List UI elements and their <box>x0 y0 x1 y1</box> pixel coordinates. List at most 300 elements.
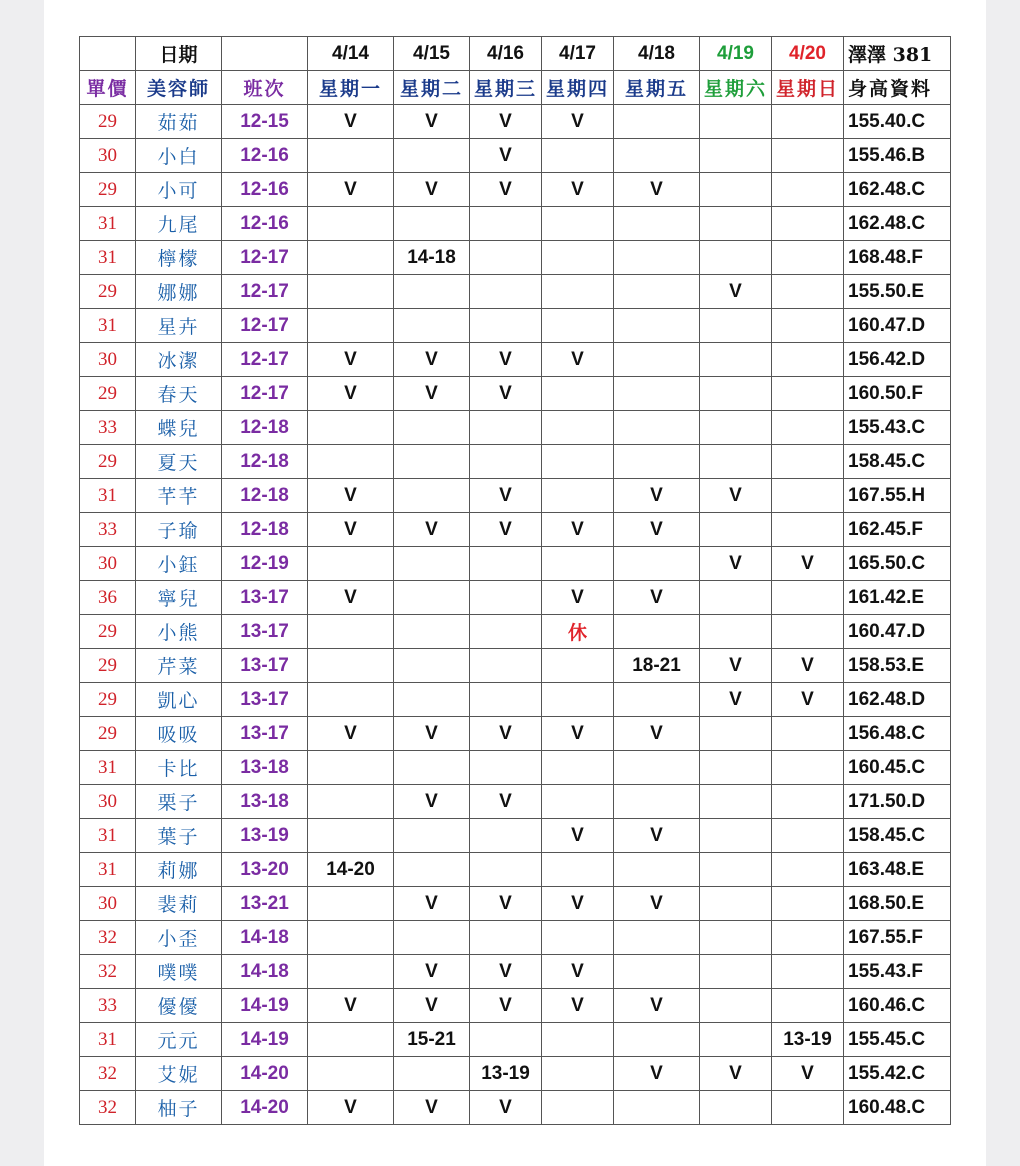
day-cell-sat <box>700 853 772 887</box>
stylist-name-cell: 元元 <box>136 1023 222 1057</box>
height-cell: 163.48.E <box>844 853 951 887</box>
stylist-name-cell: 娜娜 <box>136 275 222 309</box>
shift-cell: 13-17 <box>222 615 308 649</box>
day-cell-wed: V <box>470 343 542 377</box>
height-cell: 155.43.F <box>844 955 951 989</box>
day-cell-tue <box>394 921 470 955</box>
header-shift-label: 班次 <box>222 71 308 105</box>
day-cell-sun <box>772 989 844 1023</box>
day-cell-tue: V <box>394 717 470 751</box>
price-cell: 31 <box>80 309 136 343</box>
day-cell-tue <box>394 819 470 853</box>
day-cell-wed: V <box>470 173 542 207</box>
day-cell-wed <box>470 275 542 309</box>
day-cell-sat <box>700 615 772 649</box>
day-cell-fri <box>614 1091 700 1125</box>
day-cell-mon <box>308 207 394 241</box>
header-date-tue: 4/15 <box>394 37 470 71</box>
day-cell-sat <box>700 785 772 819</box>
header-stylist-label: 美容師 <box>136 71 222 105</box>
day-cell-fri <box>614 921 700 955</box>
day-cell-fri <box>614 309 700 343</box>
table-row <box>80 479 951 513</box>
day-cell-sat <box>700 445 772 479</box>
stylist-name-cell: 星卉 <box>136 309 222 343</box>
header-date-thu: 4/17 <box>542 37 614 71</box>
day-cell-fri: V <box>614 989 700 1023</box>
price-cell: 29 <box>80 377 136 411</box>
height-cell: 167.55.F <box>844 921 951 955</box>
day-cell-fri: V <box>614 173 700 207</box>
price-cell: 31 <box>80 479 136 513</box>
day-cell-sun <box>772 275 844 309</box>
day-cell-thu <box>542 1057 614 1091</box>
price-cell: 30 <box>80 547 136 581</box>
day-cell-fri <box>614 275 700 309</box>
day-cell-fri <box>614 343 700 377</box>
stylist-name-cell: 蝶兒 <box>136 411 222 445</box>
day-cell-sun <box>772 479 844 513</box>
day-cell-wed <box>470 309 542 343</box>
price-cell: 33 <box>80 411 136 445</box>
day-cell-wed: V <box>470 377 542 411</box>
day-cell-mon: V <box>308 479 394 513</box>
day-cell-sun: V <box>772 683 844 717</box>
day-cell-wed <box>470 615 542 649</box>
day-cell-sat: V <box>700 479 772 513</box>
shift-cell: 14-18 <box>222 921 308 955</box>
stylist-name-cell: 九尾 <box>136 207 222 241</box>
table-row <box>80 751 951 785</box>
day-cell-sun <box>772 241 844 275</box>
shift-cell: 13-18 <box>222 751 308 785</box>
day-cell-thu <box>542 853 614 887</box>
day-cell-tue <box>394 445 470 479</box>
document-page <box>44 0 986 1166</box>
height-cell: 167.55.H <box>844 479 951 513</box>
table-row <box>80 615 951 649</box>
shift-cell: 12-17 <box>222 275 308 309</box>
price-cell: 31 <box>80 1023 136 1057</box>
price-cell: 31 <box>80 819 136 853</box>
price-cell: 29 <box>80 683 136 717</box>
day-cell-sun: 13-19 <box>772 1023 844 1057</box>
price-cell: 30 <box>80 343 136 377</box>
stylist-name-cell: 小白 <box>136 139 222 173</box>
table-row <box>80 1057 951 1091</box>
shift-cell: 12-17 <box>222 377 308 411</box>
day-cell-fri <box>614 751 700 785</box>
day-cell-thu: V <box>542 989 614 1023</box>
day-cell-thu: V <box>542 581 614 615</box>
day-cell-tue <box>394 853 470 887</box>
day-cell-tue: 14-18 <box>394 241 470 275</box>
day-cell-thu <box>542 411 614 445</box>
height-cell: 162.48.C <box>844 173 951 207</box>
day-cell-sun <box>772 513 844 547</box>
day-cell-sun <box>772 105 844 139</box>
price-cell: 31 <box>80 751 136 785</box>
shift-cell: 12-17 <box>222 241 308 275</box>
day-cell-fri <box>614 105 700 139</box>
day-cell-thu: V <box>542 105 614 139</box>
day-cell-sat <box>700 105 772 139</box>
day-cell-tue <box>394 615 470 649</box>
day-cell-mon <box>308 751 394 785</box>
day-cell-fri <box>614 139 700 173</box>
day-cell-thu: V <box>542 819 614 853</box>
day-cell-wed: V <box>470 1091 542 1125</box>
table-row <box>80 887 951 921</box>
day-cell-sat <box>700 887 772 921</box>
shift-cell: 13-17 <box>222 649 308 683</box>
price-cell: 29 <box>80 105 136 139</box>
day-cell-mon <box>308 615 394 649</box>
day-cell-mon <box>308 309 394 343</box>
height-cell: 155.42.C <box>844 1057 951 1091</box>
day-cell-mon <box>308 785 394 819</box>
day-cell-fri <box>614 547 700 581</box>
day-cell-wed <box>470 853 542 887</box>
height-cell: 160.47.D <box>844 309 951 343</box>
shift-cell: 13-17 <box>222 717 308 751</box>
day-cell-sat <box>700 717 772 751</box>
day-cell-fri: V <box>614 513 700 547</box>
day-cell-sat <box>700 377 772 411</box>
day-cell-thu <box>542 649 614 683</box>
shift-cell: 12-19 <box>222 547 308 581</box>
stylist-name-cell: 艾妮 <box>136 1057 222 1091</box>
day-cell-mon: V <box>308 581 394 615</box>
day-cell-mon <box>308 445 394 479</box>
day-cell-thu <box>542 683 614 717</box>
day-cell-wed <box>470 921 542 955</box>
day-cell-fri: V <box>614 479 700 513</box>
day-cell-tue <box>394 683 470 717</box>
day-cell-thu <box>542 207 614 241</box>
day-cell-sat <box>700 955 772 989</box>
day-cell-sun <box>772 139 844 173</box>
shift-cell: 14-19 <box>222 1023 308 1057</box>
day-cell-wed <box>470 207 542 241</box>
day-cell-mon: V <box>308 105 394 139</box>
table-row <box>80 989 951 1023</box>
day-cell-tue: V <box>394 377 470 411</box>
price-cell: 29 <box>80 649 136 683</box>
day-cell-tue: V <box>394 955 470 989</box>
shift-cell: 12-18 <box>222 513 308 547</box>
stylist-name-cell: 檸檬 <box>136 241 222 275</box>
stylist-name-cell: 冰潔 <box>136 343 222 377</box>
stylist-name-cell: 凱心 <box>136 683 222 717</box>
day-cell-thu: V <box>542 717 614 751</box>
day-cell-mon <box>308 819 394 853</box>
stylist-name-cell: 芊芊 <box>136 479 222 513</box>
day-cell-thu: V <box>542 513 614 547</box>
stylist-name-cell: 小可 <box>136 173 222 207</box>
day-cell-sat <box>700 173 772 207</box>
day-cell-wed <box>470 581 542 615</box>
height-cell: 162.48.D <box>844 683 951 717</box>
day-cell-tue <box>394 139 470 173</box>
day-cell-fri: V <box>614 581 700 615</box>
table-row <box>80 717 951 751</box>
shift-cell: 12-17 <box>222 309 308 343</box>
day-cell-sat <box>700 989 772 1023</box>
shift-cell: 13-21 <box>222 887 308 921</box>
day-cell-mon <box>308 921 394 955</box>
day-cell-mon <box>308 139 394 173</box>
day-cell-fri <box>614 445 700 479</box>
day-cell-mon: V <box>308 989 394 1023</box>
day-cell-tue: V <box>394 513 470 547</box>
day-cell-sun <box>772 751 844 785</box>
table-row <box>80 683 951 717</box>
day-cell-sun <box>772 785 844 819</box>
day-cell-sat <box>700 309 772 343</box>
height-cell: 158.45.C <box>844 445 951 479</box>
height-cell: 161.42.E <box>844 581 951 615</box>
table-row <box>80 1023 951 1057</box>
day-cell-mon <box>308 649 394 683</box>
day-cell-thu <box>542 479 614 513</box>
shift-cell: 14-20 <box>222 1091 308 1125</box>
day-cell-sat <box>700 819 772 853</box>
day-cell-thu <box>542 377 614 411</box>
day-cell-tue: V <box>394 105 470 139</box>
day-cell-wed <box>470 445 542 479</box>
day-cell-sat <box>700 411 772 445</box>
day-cell-sun <box>772 411 844 445</box>
day-cell-fri <box>614 411 700 445</box>
header-date-fri: 4/18 <box>614 37 700 71</box>
day-cell-thu <box>542 445 614 479</box>
height-cell: 160.46.C <box>844 989 951 1023</box>
day-cell-fri <box>614 1023 700 1057</box>
day-cell-mon: 14-20 <box>308 853 394 887</box>
day-cell-wed <box>470 411 542 445</box>
day-cell-mon: V <box>308 173 394 207</box>
day-cell-wed: V <box>470 887 542 921</box>
day-cell-fri <box>614 377 700 411</box>
table-row <box>80 207 951 241</box>
day-cell-sun <box>772 343 844 377</box>
day-cell-sun <box>772 1091 844 1125</box>
day-cell-thu: 休 <box>542 615 614 649</box>
height-cell: 160.48.C <box>844 1091 951 1125</box>
day-cell-wed <box>470 819 542 853</box>
schedule-table <box>79 36 951 1125</box>
day-cell-tue <box>394 1057 470 1091</box>
price-cell: 30 <box>80 785 136 819</box>
table-row <box>80 513 951 547</box>
header-weekday-thu: 星期四 <box>542 71 614 105</box>
day-cell-fri <box>614 615 700 649</box>
header-date-label: 日期 <box>136 37 222 71</box>
table-row <box>80 241 951 275</box>
day-cell-sun <box>772 955 844 989</box>
table-row <box>80 955 951 989</box>
stylist-name-cell: 寧兒 <box>136 581 222 615</box>
header-date-wed: 4/16 <box>470 37 542 71</box>
price-cell: 29 <box>80 275 136 309</box>
day-cell-sat <box>700 139 772 173</box>
height-cell: 155.43.C <box>844 411 951 445</box>
stylist-name-cell: 小鈺 <box>136 547 222 581</box>
day-cell-tue: V <box>394 173 470 207</box>
header-blank-cell <box>222 37 308 71</box>
day-cell-thu <box>542 1023 614 1057</box>
day-cell-thu <box>542 785 614 819</box>
header-row-labels <box>80 71 951 105</box>
height-cell: 160.50.F <box>844 377 951 411</box>
height-cell: 162.45.F <box>844 513 951 547</box>
stylist-name-cell: 芹菜 <box>136 649 222 683</box>
day-cell-tue <box>394 207 470 241</box>
shift-cell: 14-18 <box>222 955 308 989</box>
day-cell-thu: V <box>542 343 614 377</box>
shift-cell: 12-15 <box>222 105 308 139</box>
table-row <box>80 649 951 683</box>
day-cell-wed: V <box>470 513 542 547</box>
day-cell-mon <box>308 1057 394 1091</box>
day-cell-mon <box>308 275 394 309</box>
day-cell-sat: V <box>700 683 772 717</box>
shift-cell: 12-16 <box>222 139 308 173</box>
day-cell-tue <box>394 411 470 445</box>
price-cell: 33 <box>80 989 136 1023</box>
day-cell-thu <box>542 547 614 581</box>
price-cell: 30 <box>80 887 136 921</box>
stylist-name-cell: 夏天 <box>136 445 222 479</box>
table-row <box>80 853 951 887</box>
price-cell: 31 <box>80 853 136 887</box>
day-cell-fri <box>614 207 700 241</box>
price-cell: 31 <box>80 207 136 241</box>
shift-cell: 13-17 <box>222 581 308 615</box>
day-cell-fri: 18-21 <box>614 649 700 683</box>
day-cell-tue: V <box>394 785 470 819</box>
height-cell: 162.48.C <box>844 207 951 241</box>
day-cell-fri <box>614 785 700 819</box>
shift-cell: 12-17 <box>222 343 308 377</box>
day-cell-sun <box>772 921 844 955</box>
day-cell-sun <box>772 581 844 615</box>
stylist-name-cell: 栗子 <box>136 785 222 819</box>
day-cell-wed <box>470 683 542 717</box>
day-cell-wed: V <box>470 717 542 751</box>
day-cell-wed <box>470 649 542 683</box>
day-cell-tue <box>394 275 470 309</box>
day-cell-sat <box>700 921 772 955</box>
day-cell-thu <box>542 1091 614 1125</box>
day-cell-mon <box>308 887 394 921</box>
stylist-name-cell: 葉子 <box>136 819 222 853</box>
header-date-sun: 4/20 <box>772 37 844 71</box>
stylist-name-cell: 莉娜 <box>136 853 222 887</box>
day-cell-wed: V <box>470 479 542 513</box>
header-row-dates <box>80 37 951 71</box>
price-cell: 32 <box>80 1057 136 1091</box>
header-price-label: 單價 <box>80 71 136 105</box>
table-row <box>80 581 951 615</box>
height-cell: 160.45.C <box>844 751 951 785</box>
day-cell-fri <box>614 683 700 717</box>
stylist-name-cell: 春天 <box>136 377 222 411</box>
table-row <box>80 377 951 411</box>
day-cell-wed: V <box>470 785 542 819</box>
height-cell: 160.47.D <box>844 615 951 649</box>
day-cell-fri: V <box>614 1057 700 1091</box>
price-cell: 29 <box>80 717 136 751</box>
day-cell-tue: V <box>394 887 470 921</box>
day-cell-tue <box>394 751 470 785</box>
day-cell-tue: V <box>394 343 470 377</box>
table-row <box>80 105 951 139</box>
header-weekday-wed: 星期三 <box>470 71 542 105</box>
header-weekday-mon: 星期一 <box>308 71 394 105</box>
day-cell-sun <box>772 207 844 241</box>
day-cell-wed: V <box>470 105 542 139</box>
day-cell-thu <box>542 275 614 309</box>
day-cell-tue: 15-21 <box>394 1023 470 1057</box>
table-row <box>80 275 951 309</box>
table-row <box>80 309 951 343</box>
day-cell-fri <box>614 241 700 275</box>
shift-cell: 12-18 <box>222 479 308 513</box>
day-cell-mon: V <box>308 343 394 377</box>
header-weekday-sat: 星期六 <box>700 71 772 105</box>
day-cell-sat: V <box>700 547 772 581</box>
table-row <box>80 343 951 377</box>
day-cell-thu <box>542 921 614 955</box>
day-cell-sat: V <box>700 275 772 309</box>
stylist-name-cell: 裴莉 <box>136 887 222 921</box>
day-cell-sun <box>772 309 844 343</box>
header-weekday-sun: 星期日 <box>772 71 844 105</box>
day-cell-wed: 13-19 <box>470 1057 542 1091</box>
day-cell-sun <box>772 717 844 751</box>
day-cell-sat <box>700 343 772 377</box>
day-cell-wed <box>470 547 542 581</box>
day-cell-thu: V <box>542 887 614 921</box>
price-cell: 36 <box>80 581 136 615</box>
day-cell-mon <box>308 683 394 717</box>
day-cell-tue <box>394 649 470 683</box>
height-cell: 158.45.C <box>844 819 951 853</box>
height-cell: 168.50.E <box>844 887 951 921</box>
header-store-name: 澤澤 381 <box>844 37 951 71</box>
height-cell: 168.48.F <box>844 241 951 275</box>
day-cell-sat <box>700 241 772 275</box>
day-cell-sat <box>700 751 772 785</box>
header-blank-cell <box>80 37 136 71</box>
day-cell-wed <box>470 1023 542 1057</box>
price-cell: 31 <box>80 241 136 275</box>
day-cell-thu <box>542 309 614 343</box>
day-cell-sat <box>700 513 772 547</box>
day-cell-sat <box>700 1091 772 1125</box>
price-cell: 32 <box>80 921 136 955</box>
day-cell-mon <box>308 241 394 275</box>
price-cell: 33 <box>80 513 136 547</box>
day-cell-fri: V <box>614 819 700 853</box>
day-cell-mon: V <box>308 717 394 751</box>
day-cell-sun <box>772 445 844 479</box>
day-cell-sat <box>700 207 772 241</box>
table-row <box>80 547 951 581</box>
day-cell-sun <box>772 615 844 649</box>
